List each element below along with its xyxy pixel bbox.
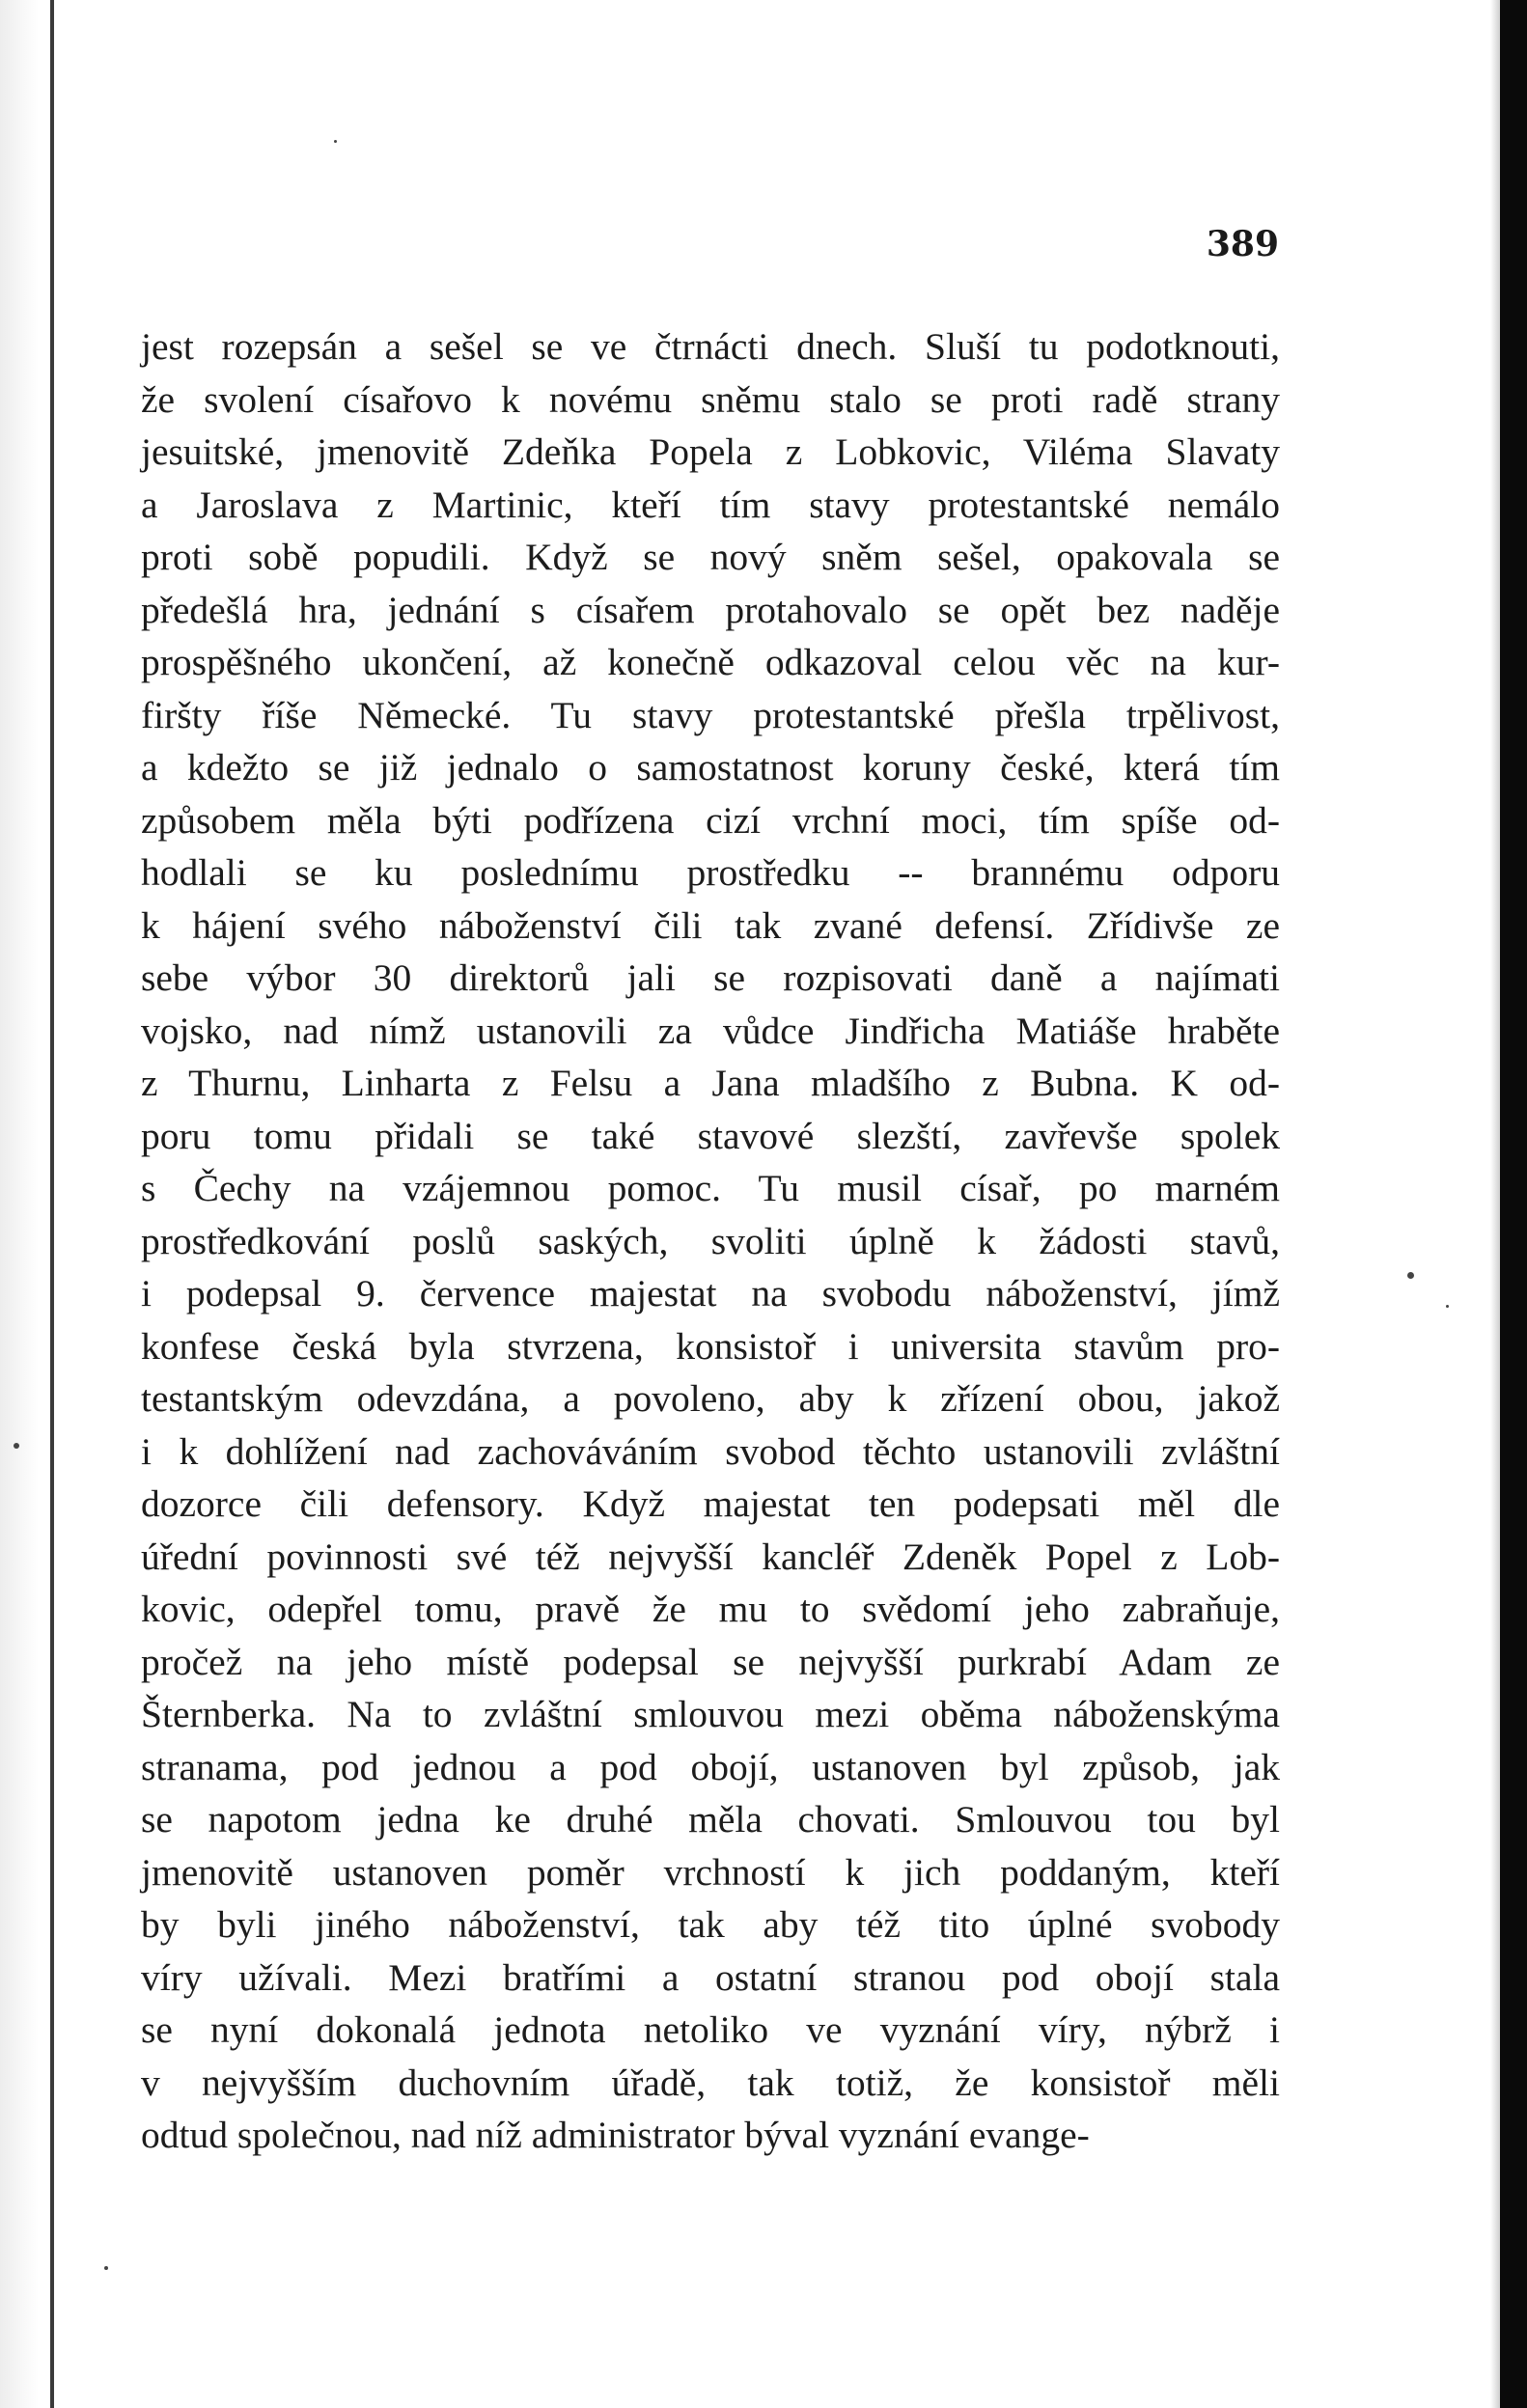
text-line: prostředkování poslů saských, svoliti úplně k žádosti stavů, xyxy=(141,1219,1280,1262)
text-line: dozorce čili defensory. Když majestat ten podepsati měl dle xyxy=(141,1482,1280,1525)
text-line: úřední povinnosti své též nejvyšší kancléř Zdeněk Popel z Lob- xyxy=(141,1535,1280,1578)
text-line: jest rozepsán a sešel se ve čtrnácti dnech. Sluší tu podotknouti, xyxy=(141,325,1280,368)
page-number: 389 xyxy=(1206,224,1279,264)
text-line: k hájení svého náboženství čili tak zvané defensí. Zřídivše ze xyxy=(141,903,1280,947)
page-edge-shadow xyxy=(1490,0,1500,2408)
text-line: a kdežto se již jednalo o samostatnost koruny české, která tím xyxy=(141,746,1280,789)
text-line: testantským odevzdána, a povoleno, aby k zřízení obou, jakož xyxy=(141,1377,1280,1420)
scan-border xyxy=(1500,0,1527,2408)
text-line: i podepsal 9. července majestat na svobodu náboženství, jímž xyxy=(141,1272,1280,1315)
text-line: předešlá hra, jednání s císařem protahovalo se opět bez naděje xyxy=(141,588,1280,631)
text-line: by byli jiného náboženství, tak aby též tito úplné svobody xyxy=(141,1903,1280,1946)
text-line: jmenovitě ustanoven poměr vrchností k jich poddaným, kteří xyxy=(141,1850,1280,1894)
text-line: se nyní dokonalá jednota netoliko ve vyznání víry, nýbrž i xyxy=(141,2008,1280,2051)
text-line: se napotom jedna ke druhé měla chovati. Smlouvou tou byl xyxy=(141,1798,1280,1841)
page-gutter-shadow xyxy=(0,0,39,2408)
text-line: v nejvyšším duchovním úřadě, tak totiž, že konsistoř měli xyxy=(141,2061,1280,2104)
text-line: poru tomu přidali se také stavové slezští, zavřevše spolek xyxy=(141,1114,1280,1157)
text-line: stranama, pod jednou a pod obojí, ustanoven byl způsob, jak xyxy=(141,1745,1280,1788)
text-line: firšty říše Německé. Tu stavy protestantské přešla trpělivost, xyxy=(141,693,1280,736)
text-line: jesuitské, jmenovitě Zdeňka Popela z Lobkovic, Viléma Slavaty xyxy=(141,430,1280,473)
text-line: s Čechy na vzájemnou pomoc. Tu musil císař, po marném xyxy=(141,1167,1280,1209)
text-line: konfese česká byla stvrzena, konsistoř i universita stavům pro- xyxy=(141,1324,1280,1368)
scan-speck xyxy=(1407,1272,1414,1279)
scan-speck xyxy=(14,1443,19,1449)
text-line: z Thurnu, Linharta z Felsu a Jana mladšího z Bubna. K od- xyxy=(141,1062,1280,1104)
text-line: prospěšného ukončení, až konečně odkazoval celou věc na kur- xyxy=(141,641,1280,683)
text-line: odtud společnou, nad níž administrator býval vyznání evange- xyxy=(141,2114,1090,2156)
text-line: vojsko, nad nímž ustanovili za vůdce Jindřicha Matiáše hraběte xyxy=(141,1009,1280,1052)
text-line: pročež na jeho místě podepsal se nejvyšší purkrabí Adam ze xyxy=(141,1640,1280,1683)
text-line: sebe výbor 30 direktorů jali se rozpisovati daně a najímati xyxy=(141,956,1280,999)
text-line: způsobem měla býti podřízena cizí vrchní moci, tím spíše od- xyxy=(141,798,1280,842)
text-line: i k dohlížení nad zachováváním svobod těchto ustanovili zvláštní xyxy=(141,1429,1280,1473)
page-binding-edge xyxy=(50,0,54,2408)
scan-speck xyxy=(1446,1305,1449,1308)
text-line: hodlali se ku poslednímu prostředku -- brannému odporu xyxy=(141,851,1280,894)
text-line: kovic, odepřel tomu, pravě že mu to svědomí jeho zabraňuje, xyxy=(141,1588,1280,1630)
text-line: a Jaroslava z Martinic, kteří tím stavy protestantské nemálo xyxy=(141,483,1280,526)
text-line: víry užívali. Mezi bratřími a ostatní stranou pod obojí stala xyxy=(141,1955,1280,1999)
body-text xyxy=(141,320,1280,2162)
scan-speck xyxy=(104,2266,108,2270)
text-line: proti sobě popudili. Když se nový sněm sešel, opakovala se xyxy=(141,536,1280,578)
text-line: že svolení císařovo k novému sněmu stalo se proti radě strany xyxy=(141,377,1280,421)
text-line: Šternberka. Na to zvláštní smlouvou mezi oběma náboženskýma xyxy=(141,1693,1280,1735)
scan-speck xyxy=(334,140,337,143)
